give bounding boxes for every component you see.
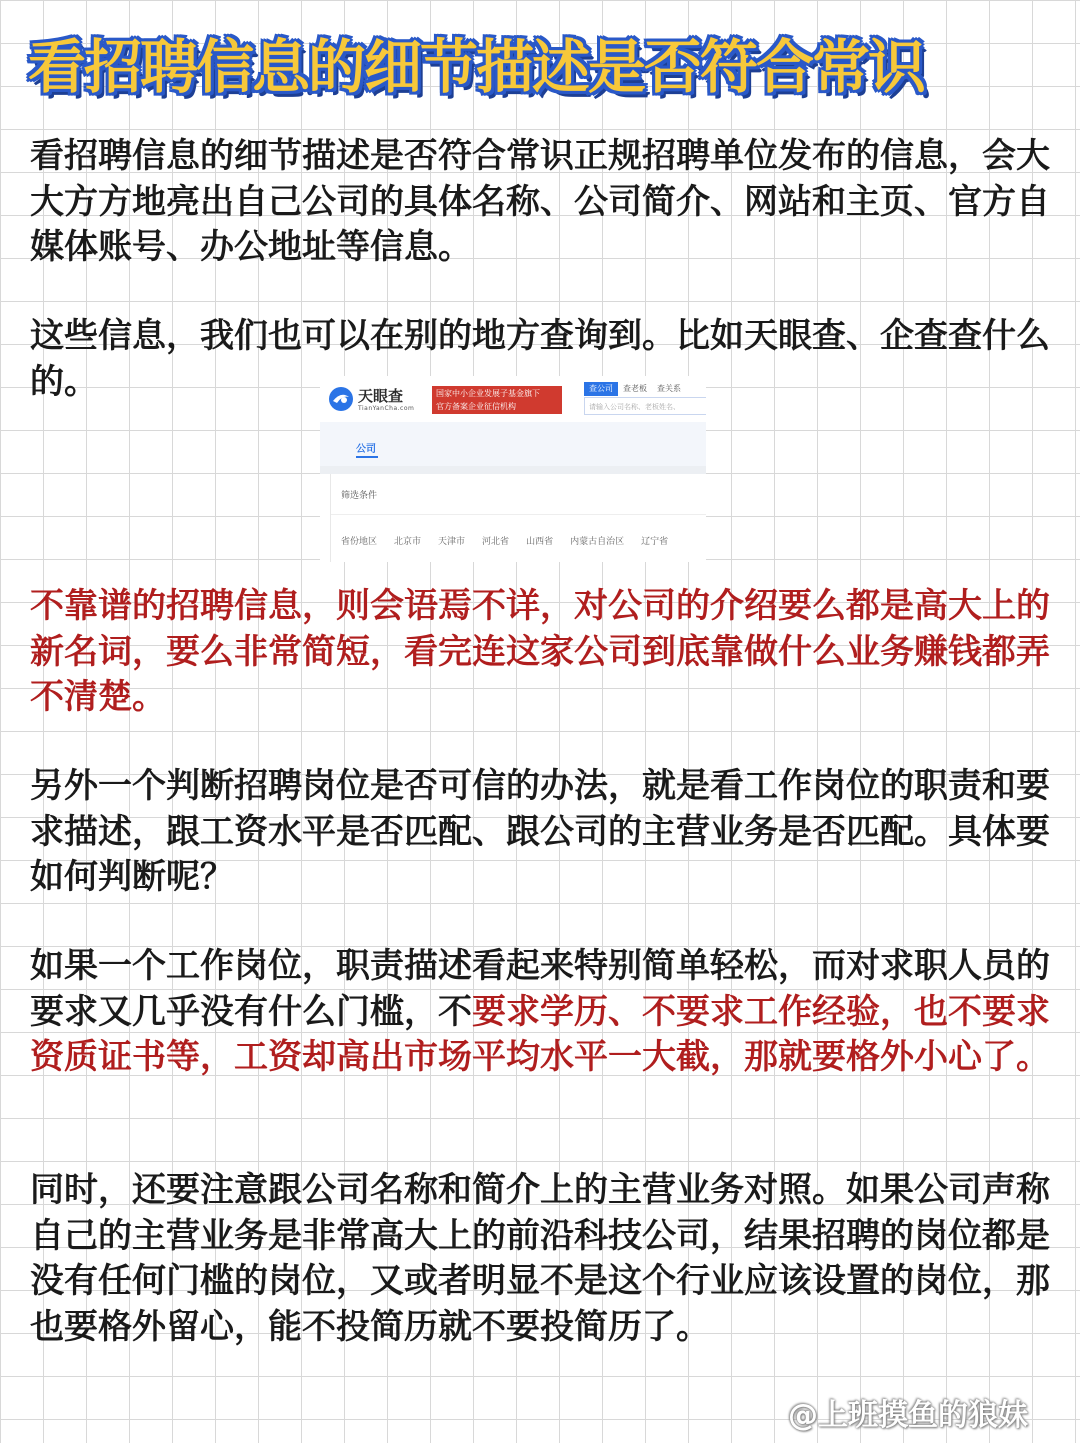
region-item-neimenggu[interactable]: 内蒙古自治区 [570, 537, 625, 547]
paragraph-unreliable: 不靠谱的招聘信息，则会语焉不详，对公司的介绍要么都是高大上的新名词，要么非常简短，看完连这家公司到底靠做什么业务赚钱都弄不清楚。 [30, 586, 1050, 717]
filter-divider [331, 514, 706, 515]
tab-band [320, 422, 706, 466]
author-watermark: @上班摸鱼的狼妹 [788, 1398, 1028, 1433]
paragraph-judge-method: 另外一个判断招聘岗位是否可信的办法，就是看工作岗位的职责和要求描述，跟工资水平是否匹配、跟公司的主营业务是否匹配。具体要如何判断呢？ [30, 766, 1050, 897]
tianyancha-screenshot [320, 376, 706, 562]
region-list [341, 534, 706, 547]
tianyancha-domain: TianYanCha.com [358, 405, 415, 412]
paragraph-business-check: 同时，还要注意跟公司名称和简介上的主营业务对照。如果公司声称自己的主营业务是非常高大上的前沿科技公司，结果招聘的岗位都是没有任何门槛的岗位，又或者明显不是这个行业应该设置的岗位，那也要格外留心，能不投简历就不要投简历了。 [30, 1170, 1050, 1347]
region-item-liaoning[interactable]: 辽宁省 [641, 537, 669, 547]
search-input[interactable]: 请输入公司名称、老板姓名、 [584, 397, 706, 415]
paragraph-intro: 看招聘信息的细节描述是否符合常识正规招聘单位发布的信息，会大大方方地亮出自己公司的具体名称、公司简介、网站和主页、官方自媒体账号、办公地址等信息。 [30, 136, 1050, 267]
region-label: 省份地区 [341, 537, 378, 547]
tab-company-underline [356, 456, 378, 458]
tianyancha-brand: 天眼查 [358, 387, 404, 405]
tianyancha-logo-icon [328, 386, 354, 412]
search-tabs [584, 382, 686, 396]
tab-boss-search[interactable]: 查老板 [623, 384, 647, 393]
warning-text-normal: 如果一个工作岗位，职责描述看起来特别简单轻松，而对求职人员的要求又几乎没有什么门槛，不 [30, 946, 1050, 1032]
section-gap [320, 466, 706, 474]
tab-relation-search[interactable]: 查关系 [657, 384, 681, 393]
warning-text-highlight: 要求学历、不要求工作经验，也不要求资质证书等，工资却高出市场平均水平一大截，那就要格外小心了。 [30, 991, 1050, 1077]
tab-company[interactable]: 公司 [356, 444, 376, 455]
region-item-shanxi[interactable]: 山西省 [526, 537, 554, 547]
region-item-hebei[interactable]: 河北省 [482, 537, 510, 547]
tag-line-2: 官方备案企业征信机构 [436, 402, 516, 411]
tag-line-1: 国家中小企业发展子基金旗下 [436, 389, 540, 398]
paragraph-lookup: 这些信息，我们也可以在别的地方查询到。比如天眼查、企查查什么的。 [30, 316, 1050, 402]
region-item-tianjin[interactable]: 天津市 [438, 537, 466, 547]
filter-label: 筛选条件 [341, 491, 378, 501]
tianyancha-tag [432, 386, 562, 414]
tab-company-search[interactable]: 查公司 [584, 382, 618, 396]
filter-panel [330, 474, 706, 562]
paragraph-warning [30, 944, 1054, 1081]
region-item-beijing[interactable]: 北京市 [394, 537, 422, 547]
page-title: 看招聘信息的细节描述是否符合常识 [28, 33, 925, 101]
